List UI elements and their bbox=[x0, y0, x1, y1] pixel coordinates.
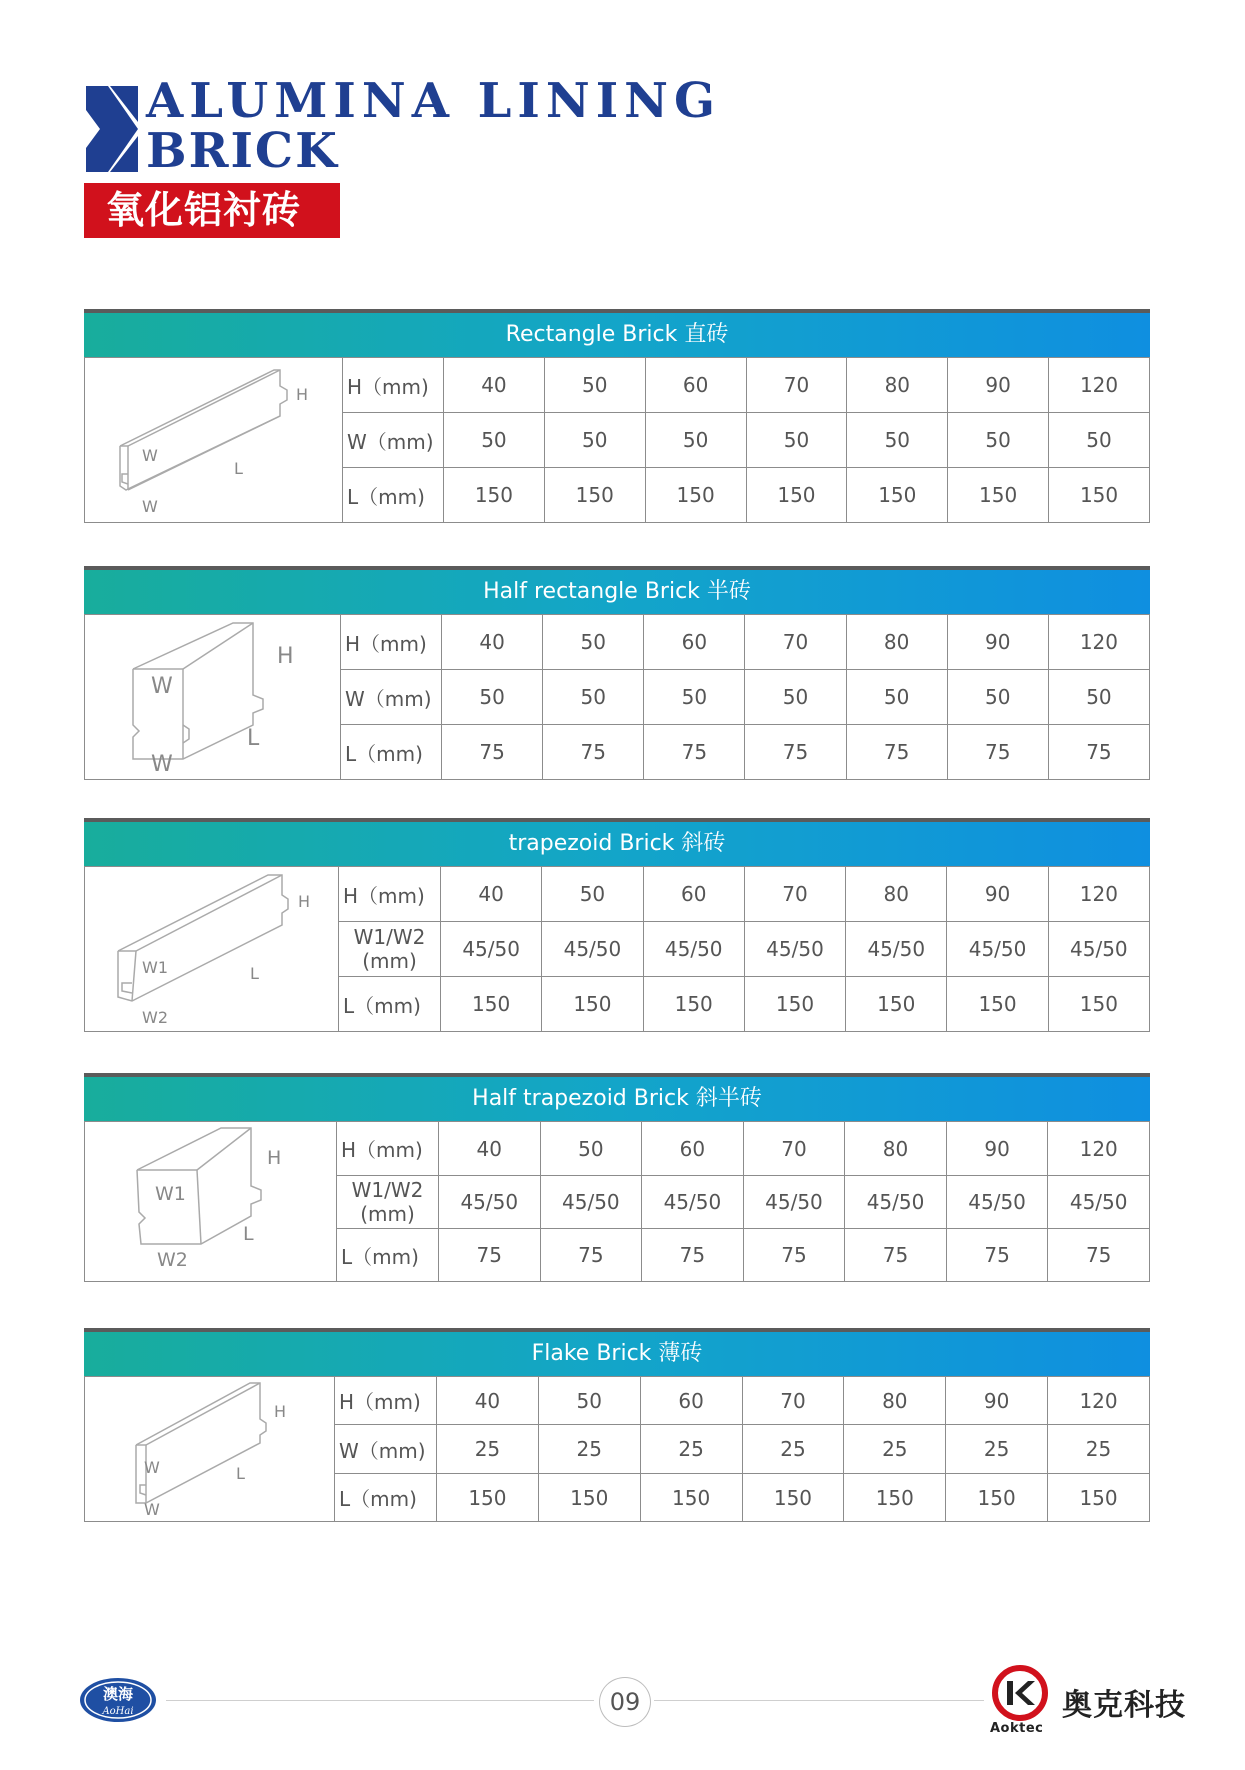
cell-value: 50 bbox=[1049, 413, 1150, 468]
row-label-line-1: W1/W2 bbox=[351, 1178, 424, 1202]
cell-value: 75 bbox=[644, 725, 745, 780]
cell-value: 45/50 bbox=[542, 922, 643, 977]
title-line-2: BRICK bbox=[146, 123, 339, 179]
row-label-w: W（mm) bbox=[343, 413, 444, 468]
page-number: 09 bbox=[599, 1677, 651, 1727]
cell-value: 150 bbox=[1048, 977, 1149, 1032]
cell-value: 50 bbox=[538, 1377, 640, 1425]
half-trapezoid-brick-icon bbox=[111, 1124, 311, 1280]
brick-dim-h: H bbox=[273, 1402, 286, 1421]
cell-value: 50 bbox=[645, 413, 746, 468]
brick-dim-h: H bbox=[297, 892, 310, 911]
row-label-line-2: (mm) bbox=[360, 1202, 415, 1226]
table-row bbox=[85, 1122, 1150, 1176]
cell-value: 45/50 bbox=[846, 922, 947, 977]
cell-value: 150 bbox=[1049, 468, 1150, 523]
cell-value: 75 bbox=[845, 1229, 947, 1282]
row-label-h: H（mm) bbox=[341, 615, 442, 670]
cell-value: 75 bbox=[745, 725, 846, 780]
brick-dim-w-top: W bbox=[141, 446, 158, 465]
cell-value: 50 bbox=[745, 670, 846, 725]
flake-brick-icon bbox=[110, 1379, 310, 1519]
brick-dim-w1: W1 bbox=[154, 1182, 186, 1205]
cell-value: 150 bbox=[542, 977, 643, 1032]
cell-value: 150 bbox=[643, 977, 744, 1032]
cell-value: 75 bbox=[543, 725, 644, 780]
brick-dim-w1: W1 bbox=[141, 958, 168, 977]
cell-value: 150 bbox=[846, 977, 947, 1032]
cell-value: 150 bbox=[444, 468, 545, 523]
cell-value: 150 bbox=[946, 1474, 1048, 1522]
cell-value: 150 bbox=[538, 1474, 640, 1522]
row-label-l: L（mm) bbox=[335, 1474, 437, 1522]
cell-value: 50 bbox=[543, 615, 644, 670]
cell-value: 60 bbox=[644, 615, 745, 670]
brick-dim-w-top: W bbox=[143, 1458, 160, 1477]
cell-value: 75 bbox=[846, 725, 947, 780]
cell-value: 50 bbox=[543, 670, 644, 725]
cell-value: 75 bbox=[743, 1229, 845, 1282]
cell-value: 25 bbox=[844, 1425, 946, 1474]
brick-dim-w-top: W bbox=[150, 674, 173, 699]
cell-value: 70 bbox=[742, 1377, 844, 1425]
cell-value: 150 bbox=[645, 468, 746, 523]
cell-value: 40 bbox=[439, 1122, 541, 1176]
brick-dim-l: L bbox=[242, 1222, 254, 1245]
brick-dim-h: H bbox=[276, 644, 294, 669]
product-block-half-trapezoid-brick bbox=[84, 1073, 1150, 1282]
block-title: Flake Brick 薄砖 bbox=[84, 1332, 1150, 1376]
cell-value: 45/50 bbox=[643, 922, 744, 977]
cell-value: 80 bbox=[846, 867, 947, 922]
brick-dim-h: H bbox=[266, 1146, 281, 1169]
cell-value: 45/50 bbox=[845, 1176, 947, 1229]
cell-value: 75 bbox=[540, 1229, 642, 1282]
cell-value: 50 bbox=[948, 413, 1049, 468]
rectangle-brick-icon bbox=[114, 362, 314, 518]
cell-value: 120 bbox=[1049, 358, 1150, 413]
cell-value: 25 bbox=[1048, 1425, 1150, 1474]
cell-value: 120 bbox=[1048, 615, 1149, 670]
cell-value: 90 bbox=[946, 1122, 1048, 1176]
block-title: Half rectangle Brick 半砖 bbox=[84, 570, 1150, 614]
brick-dim-w2: W2 bbox=[156, 1248, 188, 1271]
brick-dim-w-bottom: W bbox=[141, 497, 158, 516]
row-label-l: L（mm) bbox=[337, 1229, 439, 1282]
cell-value: 150 bbox=[847, 468, 948, 523]
footer-rule-right bbox=[654, 1700, 984, 1701]
cell-value: 80 bbox=[845, 1122, 947, 1176]
cell-value: 40 bbox=[437, 1377, 539, 1425]
cell-value: 25 bbox=[742, 1425, 844, 1474]
aohai-logo-text: 澳海 bbox=[102, 1685, 134, 1703]
cell-value: 150 bbox=[437, 1474, 539, 1522]
brick-dim-h: H bbox=[295, 385, 308, 404]
cell-value: 150 bbox=[544, 468, 645, 523]
cell-value: 70 bbox=[746, 358, 847, 413]
product-block-flake-brick bbox=[84, 1328, 1150, 1522]
aohai-logo-icon bbox=[78, 1676, 158, 1724]
cell-value: 25 bbox=[437, 1425, 539, 1474]
cell-value: 50 bbox=[947, 670, 1048, 725]
brick-dim-w2: W2 bbox=[141, 1008, 168, 1027]
cell-value: 40 bbox=[442, 615, 543, 670]
cell-value: 60 bbox=[645, 358, 746, 413]
cell-value: 50 bbox=[542, 867, 643, 922]
cell-value: 50 bbox=[544, 413, 645, 468]
cell-value: 80 bbox=[844, 1377, 946, 1425]
cell-value: 150 bbox=[947, 977, 1048, 1032]
cell-value: 120 bbox=[1048, 867, 1149, 922]
spec-table bbox=[84, 866, 1150, 1032]
cell-value: 45/50 bbox=[946, 1176, 1048, 1229]
row-label-h: H（mm) bbox=[339, 867, 441, 922]
cell-value: 70 bbox=[744, 867, 845, 922]
page-title bbox=[146, 73, 722, 179]
cell-value: 45/50 bbox=[744, 922, 845, 977]
brick-illustration-cell bbox=[85, 615, 341, 780]
brick-illustration-cell bbox=[85, 1377, 335, 1522]
cell-value: 120 bbox=[1048, 1377, 1150, 1425]
product-block-trapezoid-brick bbox=[84, 818, 1150, 1032]
cell-value: 50 bbox=[442, 670, 543, 725]
title-line-1: ALUMINA LINING bbox=[146, 73, 722, 129]
cell-value: 45/50 bbox=[1048, 922, 1149, 977]
row-label-l: L（mm) bbox=[343, 468, 444, 523]
brick-dim-l: L bbox=[233, 459, 243, 478]
cell-value: 80 bbox=[847, 358, 948, 413]
cell-value: 25 bbox=[640, 1425, 742, 1474]
brick-dim-w-bottom: W bbox=[150, 752, 173, 775]
title-chevron-icon bbox=[86, 86, 138, 172]
row-label-w1-w2 bbox=[337, 1176, 439, 1229]
cell-value: 150 bbox=[948, 468, 1049, 523]
brick-dim-l: L bbox=[235, 1464, 245, 1483]
brick-illustration-cell bbox=[85, 1122, 337, 1282]
cell-value: 150 bbox=[1048, 1474, 1150, 1522]
block-title: trapezoid Brick 斜砖 bbox=[84, 822, 1150, 866]
block-title: Half trapezoid Brick 斜半砖 bbox=[84, 1077, 1150, 1121]
aoktec-logo-icon bbox=[992, 1665, 1048, 1721]
cell-value: 25 bbox=[538, 1425, 640, 1474]
cell-value: 75 bbox=[439, 1229, 541, 1282]
half-rectangle-brick-icon bbox=[113, 619, 313, 775]
trapezoid-brick-icon bbox=[112, 871, 312, 1027]
cell-value: 90 bbox=[947, 867, 1048, 922]
cell-value: 45/50 bbox=[947, 922, 1048, 977]
aoktec-logo-en: Aoktec bbox=[990, 1721, 1044, 1736]
cell-value: 45/50 bbox=[439, 1176, 541, 1229]
table-row bbox=[85, 358, 1150, 413]
cell-value: 40 bbox=[441, 867, 542, 922]
cell-value: 45/50 bbox=[441, 922, 542, 977]
cell-value: 45/50 bbox=[743, 1176, 845, 1229]
cell-value: 150 bbox=[746, 468, 847, 523]
table-row bbox=[85, 1377, 1150, 1425]
cell-value: 50 bbox=[847, 413, 948, 468]
cell-value: 40 bbox=[444, 358, 545, 413]
cell-value: 90 bbox=[948, 358, 1049, 413]
cell-value: 50 bbox=[1048, 670, 1149, 725]
cell-value: 45/50 bbox=[540, 1176, 642, 1229]
cell-value: 50 bbox=[444, 413, 545, 468]
aohai-logo-script: AoHai bbox=[102, 1706, 134, 1717]
row-label-l: L（mm) bbox=[339, 977, 441, 1032]
cell-value: 60 bbox=[640, 1377, 742, 1425]
cell-value: 75 bbox=[947, 725, 1048, 780]
table-row bbox=[85, 615, 1150, 670]
cell-value: 80 bbox=[846, 615, 947, 670]
spec-table bbox=[84, 357, 1150, 523]
cell-value: 75 bbox=[1048, 725, 1149, 780]
cell-value: 50 bbox=[544, 358, 645, 413]
brick-dim-l: L bbox=[249, 964, 259, 983]
row-label-w: W（mm) bbox=[341, 670, 442, 725]
aoktec-logo-cn: 奥克科技 bbox=[1062, 1688, 1186, 1723]
cell-value: 75 bbox=[442, 725, 543, 780]
cell-value: 50 bbox=[540, 1122, 642, 1176]
row-label-h: H（mm) bbox=[343, 358, 444, 413]
spec-table bbox=[84, 614, 1150, 780]
product-block-rectangle-brick bbox=[84, 309, 1150, 523]
cell-value: 70 bbox=[745, 615, 846, 670]
cell-value: 50 bbox=[846, 670, 947, 725]
spec-table bbox=[84, 1121, 1150, 1282]
cell-value: 150 bbox=[742, 1474, 844, 1522]
row-label-h: H（mm) bbox=[337, 1122, 439, 1176]
cell-value: 45/50 bbox=[642, 1176, 744, 1229]
cell-value: 50 bbox=[746, 413, 847, 468]
cell-value: 90 bbox=[946, 1377, 1048, 1425]
row-label-line-1: W1/W2 bbox=[353, 925, 426, 949]
spec-table bbox=[84, 1376, 1150, 1522]
brick-dim-w-bottom: W bbox=[143, 1500, 160, 1519]
table-row bbox=[85, 867, 1150, 922]
cell-value: 45/50 bbox=[1048, 1176, 1150, 1229]
row-label-w: W（mm) bbox=[335, 1425, 437, 1474]
cell-value: 75 bbox=[1048, 1229, 1150, 1282]
cell-value: 90 bbox=[947, 615, 1048, 670]
row-label-h: H（mm) bbox=[335, 1377, 437, 1425]
brick-dim-l: L bbox=[246, 726, 259, 751]
chinese-subtitle: 氧化铝衬砖 bbox=[84, 183, 340, 238]
row-label-l: L（mm) bbox=[341, 725, 442, 780]
brick-illustration-cell bbox=[85, 358, 343, 523]
cell-value: 25 bbox=[946, 1425, 1048, 1474]
row-label-line-2: (mm) bbox=[362, 949, 417, 973]
row-label-w1-w2 bbox=[339, 922, 441, 977]
cell-value: 75 bbox=[946, 1229, 1048, 1282]
cell-value: 120 bbox=[1048, 1122, 1150, 1176]
cell-value: 50 bbox=[644, 670, 745, 725]
cell-value: 60 bbox=[642, 1122, 744, 1176]
cell-value: 150 bbox=[640, 1474, 742, 1522]
cell-value: 150 bbox=[844, 1474, 946, 1522]
cell-value: 60 bbox=[643, 867, 744, 922]
cell-value: 150 bbox=[744, 977, 845, 1032]
cell-value: 75 bbox=[642, 1229, 744, 1282]
footer-rule-left bbox=[166, 1700, 594, 1701]
brick-illustration-cell bbox=[85, 867, 339, 1032]
cell-value: 70 bbox=[743, 1122, 845, 1176]
cell-value: 150 bbox=[441, 977, 542, 1032]
product-block-half-rectangle-brick bbox=[84, 566, 1150, 780]
block-title: Rectangle Brick 直砖 bbox=[84, 313, 1150, 357]
